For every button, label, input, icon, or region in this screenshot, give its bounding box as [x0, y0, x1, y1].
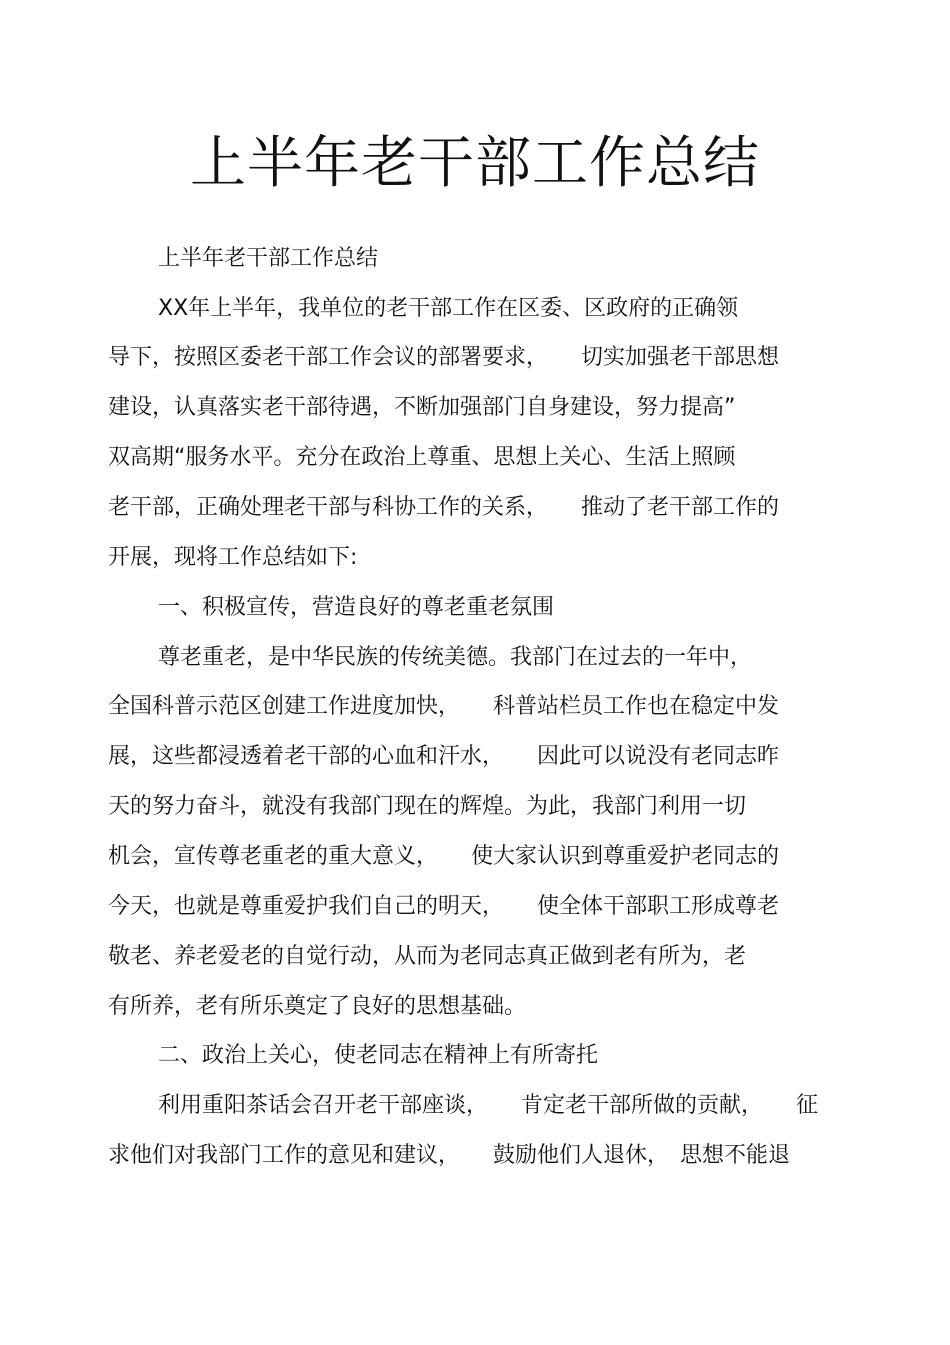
paragraph-line: 今天，也就是尊重爱护我们自己的明天， 使全体干部职工形成尊老 [108, 894, 780, 919]
paragraph-line: 敬老、养老爱老的自觉行动，从而为老同志真正做到老有所为，老 [108, 944, 747, 969]
paragraph-line: 利用重阳茶话会召开老干部座谈， 肯定老干部所做的贡献， 征 [158, 1093, 819, 1118]
paragraph-line: 老干部，正确处理老干部与科协工作的关系， 推动了老干部工作的 [108, 495, 780, 520]
paragraph-line: 导下，按照区委老干部工作会议的部署要求， 切实加强老干部思想 [108, 345, 780, 370]
paragraph-line: 尊老重老，是中华民族的传统美德。我部门在过去的一年中， [158, 645, 753, 670]
paragraph-line: 开展，现将工作总结如下: [108, 545, 358, 570]
paragraph-line: XX年上半年，我单位的老干部工作在区委、区政府的正确领 [158, 296, 739, 321]
paragraph-line: 展，这些都浸透着老干部的心血和汗水， 因此可以说没有老同志昨 [108, 744, 780, 769]
section-heading: 一、积极宣传，营造良好的尊老重老氛围 [158, 595, 555, 620]
paragraph-line: 双高期“服务水平。充分在政治上尊重、思想上关心、生活上照顾 [108, 445, 736, 470]
paragraph-line: 求他们对我部门工作的意见和建议， 鼓励他们人退休， 思想不能退 [108, 1143, 791, 1168]
section-heading: 二、政治上关心，使老同志在精神上有所寄托 [158, 1043, 599, 1068]
paragraph-line: 有所养，老有所乐奠定了良好的思想基础。 [108, 994, 527, 1019]
paragraph-line: 机会，宣传尊老重老的重大意义， 使大家认识到尊重爱护老同志的 [108, 844, 780, 869]
paragraph-line: 建设，认真落实老干部待遇，不断加强部门自身建设，努力提高” [108, 395, 736, 420]
paragraph-line: 全国科普示范区创建工作进度加快， 科普站栏员工作也在稳定中发 [108, 694, 780, 719]
paragraph-line: 天的努力奋斗，就没有我部门现在的辉煌。为此，我部门利用一切 [108, 794, 747, 819]
document-title: 上半年老干部工作总结 [190, 131, 760, 196]
subtitle-line: 上半年老干部工作总结 [158, 246, 379, 271]
